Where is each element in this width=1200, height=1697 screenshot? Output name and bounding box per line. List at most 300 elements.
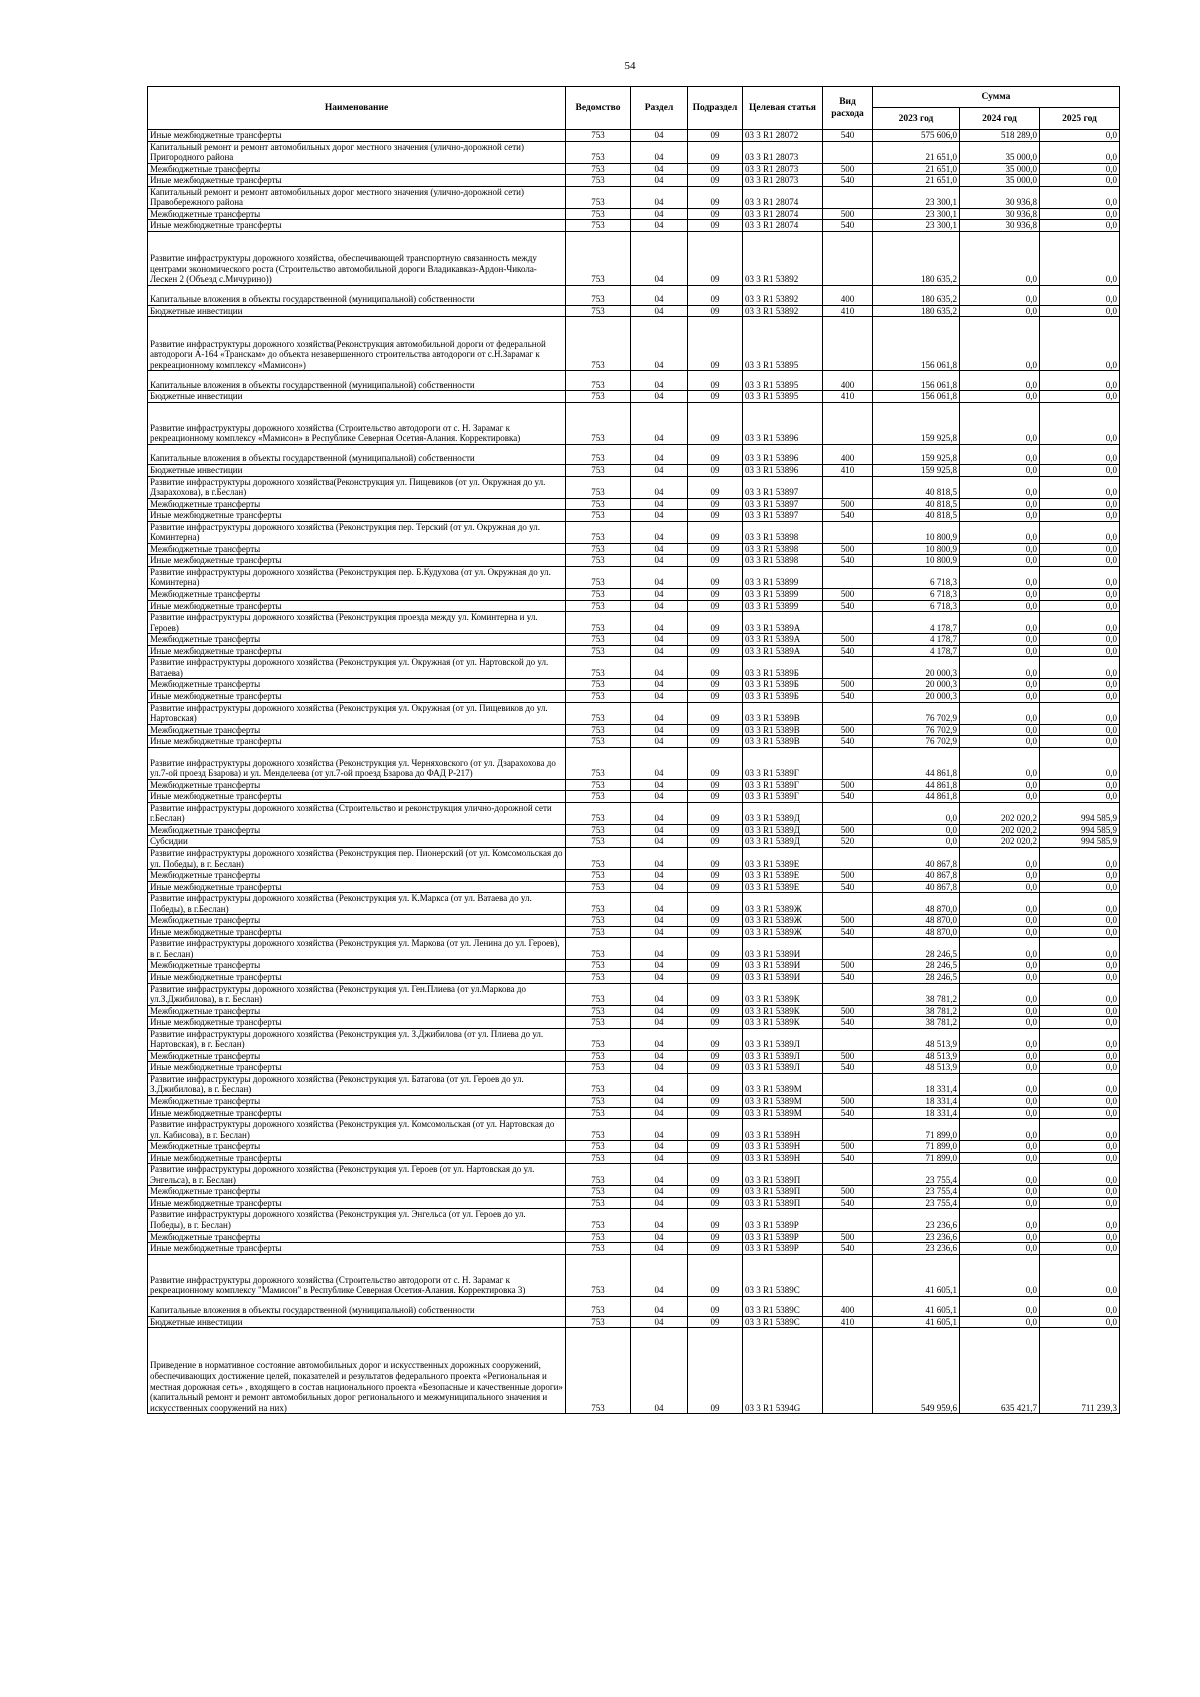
cell-sum-2025: 0,0 xyxy=(1040,141,1120,163)
cell-name: Иные межбюджетные трансферты xyxy=(148,736,566,748)
cell-sum-2025: 0,0 xyxy=(1040,498,1120,510)
cell-vedomstvo: 753 xyxy=(566,555,631,567)
cell-razdel: 04 xyxy=(631,870,688,882)
cell-razdel: 04 xyxy=(631,220,688,232)
table-row xyxy=(148,938,1120,960)
cell-target: 03 3 R1 53892 xyxy=(743,285,823,305)
cell-sum-2023: 76 702,9 xyxy=(873,702,960,724)
cell-sum-2023: 71 899,0 xyxy=(873,1119,960,1141)
cell-vedomstvo: 753 xyxy=(566,1152,631,1164)
cell-vid: 540 xyxy=(823,645,873,657)
cell-name: Иные межбюджетные трансферты xyxy=(148,1197,566,1209)
cell-target: 03 3 R1 5389Б xyxy=(743,690,823,702)
cell-sum-2025: 0,0 xyxy=(1040,130,1120,142)
cell-sum-2024: 0,0 xyxy=(960,1141,1040,1153)
cell-vedomstvo: 753 xyxy=(566,371,631,391)
cell-vid xyxy=(823,1164,873,1186)
cell-vedomstvo: 753 xyxy=(566,983,631,1005)
cell-vedomstvo: 753 xyxy=(566,589,631,601)
cell-name: Развитие инфраструктуры дорожного хозяйства (Реконструкция ул. Черняховского (от ул. Дзарахохова до ул.7-ой проезд Бзарова) и ул. Менделеева (от ул.7-ой проезд Бзарова до ФАД Р-217) xyxy=(148,747,566,779)
cell-vedomstvo: 753 xyxy=(566,1050,631,1062)
cell-vedomstvo: 753 xyxy=(566,1209,631,1231)
table-row xyxy=(148,926,1120,938)
cell-target: 03 3 R1 5389Ж xyxy=(743,915,823,927)
table-row xyxy=(148,391,1120,403)
cell-sum-2025: 994 585,9 xyxy=(1040,824,1120,836)
cell-podrazdel: 09 xyxy=(688,1243,743,1255)
cell-podrazdel: 09 xyxy=(688,1005,743,1017)
cell-vid: 410 xyxy=(823,391,873,403)
cell-sum-2024: 0,0 xyxy=(960,690,1040,702)
cell-sum-2025: 0,0 xyxy=(1040,1073,1120,1095)
cell-vedomstvo: 753 xyxy=(566,465,631,477)
cell-name: Бюджетные инвестиции xyxy=(148,391,566,403)
cell-razdel: 04 xyxy=(631,1107,688,1119)
cell-sum-2024: 0,0 xyxy=(960,1231,1040,1243)
cell-razdel: 04 xyxy=(631,747,688,779)
cell-name: Развитие инфраструктуры дорожного хозяйства (Реконструкция пер. Терский (от ул. Окружная до ул. Коминтерна) xyxy=(148,521,566,543)
cell-sum-2024: 0,0 xyxy=(960,1073,1040,1095)
cell-sum-2023: 41 605,1 xyxy=(873,1254,960,1296)
cell-target: 03 3 R1 5389А xyxy=(743,612,823,634)
cell-target: 03 3 R1 5389Ж xyxy=(743,926,823,938)
cell-podrazdel: 09 xyxy=(688,476,743,498)
cell-sum-2024: 202 020,2 xyxy=(960,802,1040,824)
cell-vid: 500 xyxy=(823,1231,873,1243)
cell-vid: 400 xyxy=(823,371,873,391)
cell-name: Развитие инфраструктуры дорожного хозяйства(Реконструкция автомобильной дороги от федеральной автодороги А-164 «Транскам» до объекта незавершенного строительства автодороги от с.Н.Зарамаг к рекреационному комплексу «Мамисон») xyxy=(148,317,566,371)
cell-target: 03 3 R1 5389К xyxy=(743,1005,823,1017)
cell-name: Межбюджетные трансферты xyxy=(148,1005,566,1017)
cell-target: 03 3 R1 5389Р xyxy=(743,1209,823,1231)
cell-target: 03 3 R1 28073 xyxy=(743,163,823,175)
cell-target: 03 3 R1 5389Н xyxy=(743,1152,823,1164)
cell-podrazdel: 09 xyxy=(688,1073,743,1095)
cell-target: 03 3 R1 53898 xyxy=(743,555,823,567)
cell-sum-2024: 0,0 xyxy=(960,371,1040,391)
header-summa: Сумма xyxy=(873,87,1120,108)
cell-vedomstvo: 753 xyxy=(566,1107,631,1119)
cell-sum-2024: 0,0 xyxy=(960,679,1040,691)
table-row xyxy=(148,175,1120,187)
cell-podrazdel: 09 xyxy=(688,1254,743,1296)
cell-podrazdel: 09 xyxy=(688,566,743,588)
cell-razdel: 04 xyxy=(631,403,688,445)
cell-razdel: 04 xyxy=(631,1209,688,1231)
cell-sum-2023: 180 635,2 xyxy=(873,285,960,305)
cell-name: Бюджетные инвестиции xyxy=(148,1316,566,1328)
cell-razdel: 04 xyxy=(631,881,688,893)
table-row xyxy=(148,971,1120,983)
cell-podrazdel: 09 xyxy=(688,634,743,646)
cell-razdel: 04 xyxy=(631,600,688,612)
cell-sum-2023: 549 959,6 xyxy=(873,1328,960,1414)
cell-razdel: 04 xyxy=(631,1296,688,1316)
cell-razdel: 04 xyxy=(631,305,688,317)
cell-sum-2025: 0,0 xyxy=(1040,1028,1120,1050)
table-row xyxy=(148,824,1120,836)
cell-sum-2025: 0,0 xyxy=(1040,1152,1120,1164)
cell-sum-2025: 0,0 xyxy=(1040,736,1120,748)
table-row xyxy=(148,1028,1120,1050)
cell-sum-2025: 0,0 xyxy=(1040,926,1120,938)
cell-razdel: 04 xyxy=(631,555,688,567)
cell-target: 03 3 R1 53896 xyxy=(743,445,823,465)
cell-target: 03 3 R1 5389П xyxy=(743,1197,823,1209)
cell-sum-2023: 44 861,8 xyxy=(873,747,960,779)
cell-target: 03 3 R1 28073 xyxy=(743,175,823,187)
cell-target: 03 3 R1 5389С xyxy=(743,1254,823,1296)
cell-sum-2023: 10 800,9 xyxy=(873,543,960,555)
cell-vedomstvo: 753 xyxy=(566,208,631,220)
cell-target: 03 3 R1 5389Л xyxy=(743,1050,823,1062)
cell-sum-2023: 48 870,0 xyxy=(873,926,960,938)
table-row xyxy=(148,881,1120,893)
cell-razdel: 04 xyxy=(631,983,688,1005)
cell-razdel: 04 xyxy=(631,141,688,163)
cell-sum-2024: 0,0 xyxy=(960,521,1040,543)
cell-razdel: 04 xyxy=(631,130,688,142)
cell-sum-2023: 44 861,8 xyxy=(873,779,960,791)
cell-name: Капитальные вложения в объекты государственной (муниципальной) собственности xyxy=(148,1296,566,1316)
cell-sum-2025: 0,0 xyxy=(1040,1197,1120,1209)
page-number: 54 xyxy=(624,60,636,72)
cell-vid: 500 xyxy=(823,498,873,510)
cell-name: Межбюджетные трансферты xyxy=(148,824,566,836)
cell-vedomstvo: 753 xyxy=(566,724,631,736)
table-row xyxy=(148,1209,1120,1231)
table-row xyxy=(148,163,1120,175)
cell-podrazdel: 09 xyxy=(688,445,743,465)
cell-vedomstvo: 753 xyxy=(566,926,631,938)
cell-name: Развитие инфраструктуры дорожного хозяйства (Реконструкция ул. Окружная (от ул. Нартовской до ул. Ватаева) xyxy=(148,657,566,679)
cell-vid: 410 xyxy=(823,305,873,317)
cell-vedomstvo: 753 xyxy=(566,960,631,972)
cell-vedomstvo: 753 xyxy=(566,1243,631,1255)
cell-name: Развитие инфраструктуры дорожного хозяйства (Реконструкция ул. К.Маркса (от ул. Ватаева до ул. Победы), в г.Беслан) xyxy=(148,893,566,915)
cell-sum-2025: 0,0 xyxy=(1040,391,1120,403)
cell-vid xyxy=(823,938,873,960)
header-razdel: Раздел xyxy=(631,87,688,130)
cell-razdel: 04 xyxy=(631,779,688,791)
cell-name: Развитие инфраструктуры дорожного хозяйства (Реконструкция ул. Маркова (от ул. Ленина до ул. Героев), в г. Беслан) xyxy=(148,938,566,960)
cell-sum-2023: 23 300,1 xyxy=(873,186,960,208)
cell-sum-2023: 4 178,7 xyxy=(873,634,960,646)
cell-target: 03 3 R1 28072 xyxy=(743,130,823,142)
table-row xyxy=(148,130,1120,142)
cell-sum-2025: 0,0 xyxy=(1040,679,1120,691)
cell-target: 03 3 R1 53899 xyxy=(743,566,823,588)
cell-sum-2023: 18 331,4 xyxy=(873,1107,960,1119)
cell-razdel: 04 xyxy=(631,163,688,175)
cell-vedomstvo: 753 xyxy=(566,220,631,232)
cell-name: Иные межбюджетные трансферты xyxy=(148,130,566,142)
table-row xyxy=(148,702,1120,724)
cell-sum-2025: 0,0 xyxy=(1040,1254,1120,1296)
cell-target: 03 3 R1 53899 xyxy=(743,589,823,601)
cell-razdel: 04 xyxy=(631,208,688,220)
cell-target: 03 3 R1 5389П xyxy=(743,1164,823,1186)
cell-razdel: 04 xyxy=(631,186,688,208)
cell-name: Развитие инфраструктуры дорожного хозяйства, обеспечивающей транспортную связанность между центрами экономического роста (Строительство автомобильной дороги Владикавказ-Ардон-Чикола-Лескен 2 (Объезд с.Мичурино)) xyxy=(148,231,566,285)
cell-vid xyxy=(823,612,873,634)
cell-vedomstvo: 753 xyxy=(566,634,631,646)
cell-name: Иные межбюджетные трансферты xyxy=(148,600,566,612)
cell-vid xyxy=(823,702,873,724)
cell-razdel: 04 xyxy=(631,1197,688,1209)
cell-sum-2023: 23 300,1 xyxy=(873,208,960,220)
cell-podrazdel: 09 xyxy=(688,960,743,972)
cell-target: 03 3 R1 5389Р xyxy=(743,1231,823,1243)
cell-razdel: 04 xyxy=(631,736,688,748)
cell-sum-2023: 10 800,9 xyxy=(873,555,960,567)
cell-sum-2024: 35 000,0 xyxy=(960,175,1040,187)
cell-target: 03 3 R1 5389И xyxy=(743,971,823,983)
cell-podrazdel: 09 xyxy=(688,679,743,691)
cell-name: Иные межбюджетные трансферты xyxy=(148,1062,566,1074)
cell-sum-2023: 40 818,5 xyxy=(873,476,960,498)
cell-sum-2023: 28 246,5 xyxy=(873,971,960,983)
cell-razdel: 04 xyxy=(631,645,688,657)
cell-vedomstvo: 753 xyxy=(566,1062,631,1074)
cell-sum-2025: 0,0 xyxy=(1040,690,1120,702)
cell-sum-2025: 0,0 xyxy=(1040,657,1120,679)
cell-target: 03 3 R1 5389Н xyxy=(743,1119,823,1141)
cell-vedomstvo: 753 xyxy=(566,543,631,555)
cell-sum-2023: 180 635,2 xyxy=(873,231,960,285)
cell-sum-2024: 0,0 xyxy=(960,589,1040,601)
cell-sum-2025: 0,0 xyxy=(1040,1050,1120,1062)
cell-podrazdel: 09 xyxy=(688,510,743,522)
table-row xyxy=(148,645,1120,657)
table-row xyxy=(148,1107,1120,1119)
cell-podrazdel: 09 xyxy=(688,1119,743,1141)
cell-target: 03 3 R1 53897 xyxy=(743,510,823,522)
cell-vid: 500 xyxy=(823,1186,873,1198)
table-row xyxy=(148,231,1120,285)
cell-vedomstvo: 753 xyxy=(566,141,631,163)
cell-sum-2025: 0,0 xyxy=(1040,220,1120,232)
cell-vid: 540 xyxy=(823,1107,873,1119)
cell-vedomstvo: 753 xyxy=(566,1254,631,1296)
cell-name: Иные межбюджетные трансферты xyxy=(148,1017,566,1029)
cell-sum-2024: 0,0 xyxy=(960,983,1040,1005)
cell-podrazdel: 09 xyxy=(688,163,743,175)
cell-vid xyxy=(823,141,873,163)
cell-razdel: 04 xyxy=(631,915,688,927)
cell-sum-2024: 0,0 xyxy=(960,1197,1040,1209)
cell-razdel: 04 xyxy=(631,175,688,187)
cell-sum-2024: 0,0 xyxy=(960,1017,1040,1029)
table-row xyxy=(148,1296,1120,1316)
cell-sum-2024: 0,0 xyxy=(960,403,1040,445)
table-row xyxy=(148,657,1120,679)
cell-sum-2023: 48 513,9 xyxy=(873,1062,960,1074)
cell-podrazdel: 09 xyxy=(688,498,743,510)
cell-name: Иные межбюджетные трансферты xyxy=(148,881,566,893)
cell-sum-2023: 20 000,3 xyxy=(873,657,960,679)
cell-name: Иные межбюджетные трансферты xyxy=(148,1107,566,1119)
cell-sum-2023: 159 925,8 xyxy=(873,465,960,477)
cell-razdel: 04 xyxy=(631,824,688,836)
table-row xyxy=(148,141,1120,163)
table-row xyxy=(148,1231,1120,1243)
cell-podrazdel: 09 xyxy=(688,130,743,142)
cell-vedomstvo: 753 xyxy=(566,403,631,445)
cell-vid: 500 xyxy=(823,1141,873,1153)
cell-sum-2025: 0,0 xyxy=(1040,476,1120,498)
cell-target: 03 3 R1 5389Л xyxy=(743,1028,823,1050)
cell-name: Межбюджетные трансферты xyxy=(148,1231,566,1243)
cell-vid xyxy=(823,1073,873,1095)
table-row xyxy=(148,1073,1120,1095)
cell-sum-2024: 635 421,7 xyxy=(960,1328,1040,1414)
cell-sum-2024: 0,0 xyxy=(960,893,1040,915)
cell-sum-2025: 0,0 xyxy=(1040,1107,1120,1119)
cell-vid: 540 xyxy=(823,690,873,702)
table-row xyxy=(148,870,1120,882)
cell-vid xyxy=(823,1119,873,1141)
cell-sum-2023: 44 861,8 xyxy=(873,791,960,803)
cell-sum-2024: 0,0 xyxy=(960,1062,1040,1074)
cell-vedomstvo: 753 xyxy=(566,1296,631,1316)
cell-podrazdel: 09 xyxy=(688,1050,743,1062)
cell-sum-2023: 23 300,1 xyxy=(873,220,960,232)
cell-vid xyxy=(823,1209,873,1231)
cell-sum-2023: 6 718,3 xyxy=(873,600,960,612)
cell-name: Межбюджетные трансферты xyxy=(148,163,566,175)
cell-podrazdel: 09 xyxy=(688,543,743,555)
cell-podrazdel: 09 xyxy=(688,208,743,220)
cell-vedomstvo: 753 xyxy=(566,881,631,893)
cell-podrazdel: 09 xyxy=(688,747,743,779)
cell-podrazdel: 09 xyxy=(688,690,743,702)
cell-sum-2023: 40 867,8 xyxy=(873,870,960,882)
cell-vid: 500 xyxy=(823,163,873,175)
cell-podrazdel: 09 xyxy=(688,391,743,403)
cell-podrazdel: 09 xyxy=(688,802,743,824)
cell-razdel: 04 xyxy=(631,1328,688,1414)
cell-name: Межбюджетные трансферты xyxy=(148,915,566,927)
cell-target: 03 3 R1 5389Е xyxy=(743,881,823,893)
cell-sum-2025: 0,0 xyxy=(1040,1119,1120,1141)
cell-target: 03 3 R1 5389Е xyxy=(743,870,823,882)
cell-sum-2023: 38 781,2 xyxy=(873,1005,960,1017)
cell-sum-2025: 0,0 xyxy=(1040,915,1120,927)
cell-vedomstvo: 753 xyxy=(566,130,631,142)
cell-sum-2025: 0,0 xyxy=(1040,555,1120,567)
cell-target: 03 3 R1 5389С xyxy=(743,1316,823,1328)
table-row xyxy=(148,1119,1120,1141)
cell-sum-2023: 18 331,4 xyxy=(873,1073,960,1095)
cell-sum-2024: 0,0 xyxy=(960,702,1040,724)
cell-podrazdel: 09 xyxy=(688,791,743,803)
cell-sum-2024: 30 936,8 xyxy=(960,186,1040,208)
cell-sum-2025: 0,0 xyxy=(1040,612,1120,634)
cell-vedomstvo: 753 xyxy=(566,285,631,305)
cell-sum-2024: 0,0 xyxy=(960,600,1040,612)
cell-name: Межбюджетные трансферты xyxy=(148,1186,566,1198)
cell-sum-2023: 6 718,3 xyxy=(873,566,960,588)
cell-name: Развитие инфраструктуры дорожного хозяйства (Реконструкция ул. Героев (от ул. Нартовская до ул. Энгельса), в г. Беслан) xyxy=(148,1164,566,1186)
cell-target: 03 3 R1 53897 xyxy=(743,498,823,510)
cell-target: 03 3 R1 5389Е xyxy=(743,847,823,869)
cell-vedomstvo: 753 xyxy=(566,498,631,510)
cell-vedomstvo: 753 xyxy=(566,679,631,691)
cell-vid xyxy=(823,983,873,1005)
cell-vid: 400 xyxy=(823,445,873,465)
header-target: Целевая статья xyxy=(743,87,823,130)
cell-vid: 500 xyxy=(823,915,873,927)
cell-podrazdel: 09 xyxy=(688,1231,743,1243)
cell-podrazdel: 09 xyxy=(688,824,743,836)
cell-name: Иные межбюджетные трансферты xyxy=(148,690,566,702)
cell-sum-2024: 202 020,2 xyxy=(960,836,1040,848)
cell-name: Развитие инфраструктуры дорожного хозяйства (Реконструкция проезда между ул. Коминтерна и ул. Героев) xyxy=(148,612,566,634)
table-row xyxy=(148,285,1120,305)
cell-sum-2025: 0,0 xyxy=(1040,566,1120,588)
cell-razdel: 04 xyxy=(631,371,688,391)
cell-sum-2024: 0,0 xyxy=(960,1243,1040,1255)
cell-sum-2023: 23 236,6 xyxy=(873,1243,960,1255)
cell-podrazdel: 09 xyxy=(688,1197,743,1209)
cell-vid: 540 xyxy=(823,791,873,803)
cell-sum-2025: 0,0 xyxy=(1040,186,1120,208)
cell-sum-2023: 41 605,1 xyxy=(873,1296,960,1316)
cell-target: 03 3 R1 5389Д xyxy=(743,836,823,848)
cell-sum-2024: 0,0 xyxy=(960,779,1040,791)
table-row xyxy=(148,893,1120,915)
cell-podrazdel: 09 xyxy=(688,1062,743,1074)
cell-name: Капитальные вложения в объекты государственной (муниципальной) собственности xyxy=(148,285,566,305)
cell-sum-2024: 202 020,2 xyxy=(960,824,1040,836)
cell-vid xyxy=(823,566,873,588)
table-row xyxy=(148,220,1120,232)
cell-vid xyxy=(823,1328,873,1414)
header-2024: 2024 год xyxy=(960,108,1040,130)
cell-podrazdel: 09 xyxy=(688,1296,743,1316)
cell-podrazdel: 09 xyxy=(688,1096,743,1108)
cell-razdel: 04 xyxy=(631,634,688,646)
cell-name: Межбюджетные трансферты xyxy=(148,589,566,601)
cell-vid: 540 xyxy=(823,220,873,232)
cell-name: Межбюджетные трансферты xyxy=(148,779,566,791)
cell-name: Приведение в нормативное состояние автомобильных дорог и искусственных дорожных сооружений, обеспечивающих достижение целей, показателей и результатов федерального проекта «Региональная и местная дорожная сеть» , входящего в состав национального проекта «Безопасные и качественные дороги» (капитальный ремонт и ремонт автомобильных дорог регионального и межмуниципального значения и искусственных сооружений на них) xyxy=(148,1328,566,1414)
cell-sum-2024: 0,0 xyxy=(960,476,1040,498)
cell-name: Развитие инфраструктуры дорожного хозяйства (Реконструкция ул. Энгельса (от ул. Героев до ул. Победы), в г. Беслан) xyxy=(148,1209,566,1231)
cell-vedomstvo: 753 xyxy=(566,391,631,403)
cell-podrazdel: 09 xyxy=(688,285,743,305)
table-row xyxy=(148,445,1120,465)
cell-sum-2025: 0,0 xyxy=(1040,1141,1120,1153)
cell-sum-2025: 0,0 xyxy=(1040,589,1120,601)
cell-sum-2023: 23 236,6 xyxy=(873,1231,960,1243)
cell-sum-2023: 48 870,0 xyxy=(873,915,960,927)
cell-vedomstvo: 753 xyxy=(566,186,631,208)
cell-vedomstvo: 753 xyxy=(566,1017,631,1029)
cell-sum-2025: 994 585,9 xyxy=(1040,836,1120,848)
cell-sum-2023: 71 899,0 xyxy=(873,1152,960,1164)
cell-sum-2025: 0,0 xyxy=(1040,1062,1120,1074)
cell-name: Межбюджетные трансферты xyxy=(148,679,566,691)
cell-podrazdel: 09 xyxy=(688,724,743,736)
cell-sum-2023: 18 331,4 xyxy=(873,1096,960,1108)
table-row xyxy=(148,1050,1120,1062)
cell-podrazdel: 09 xyxy=(688,1107,743,1119)
header-2023: 2023 год xyxy=(873,108,960,130)
table-row xyxy=(148,555,1120,567)
cell-target: 03 3 R1 53899 xyxy=(743,600,823,612)
